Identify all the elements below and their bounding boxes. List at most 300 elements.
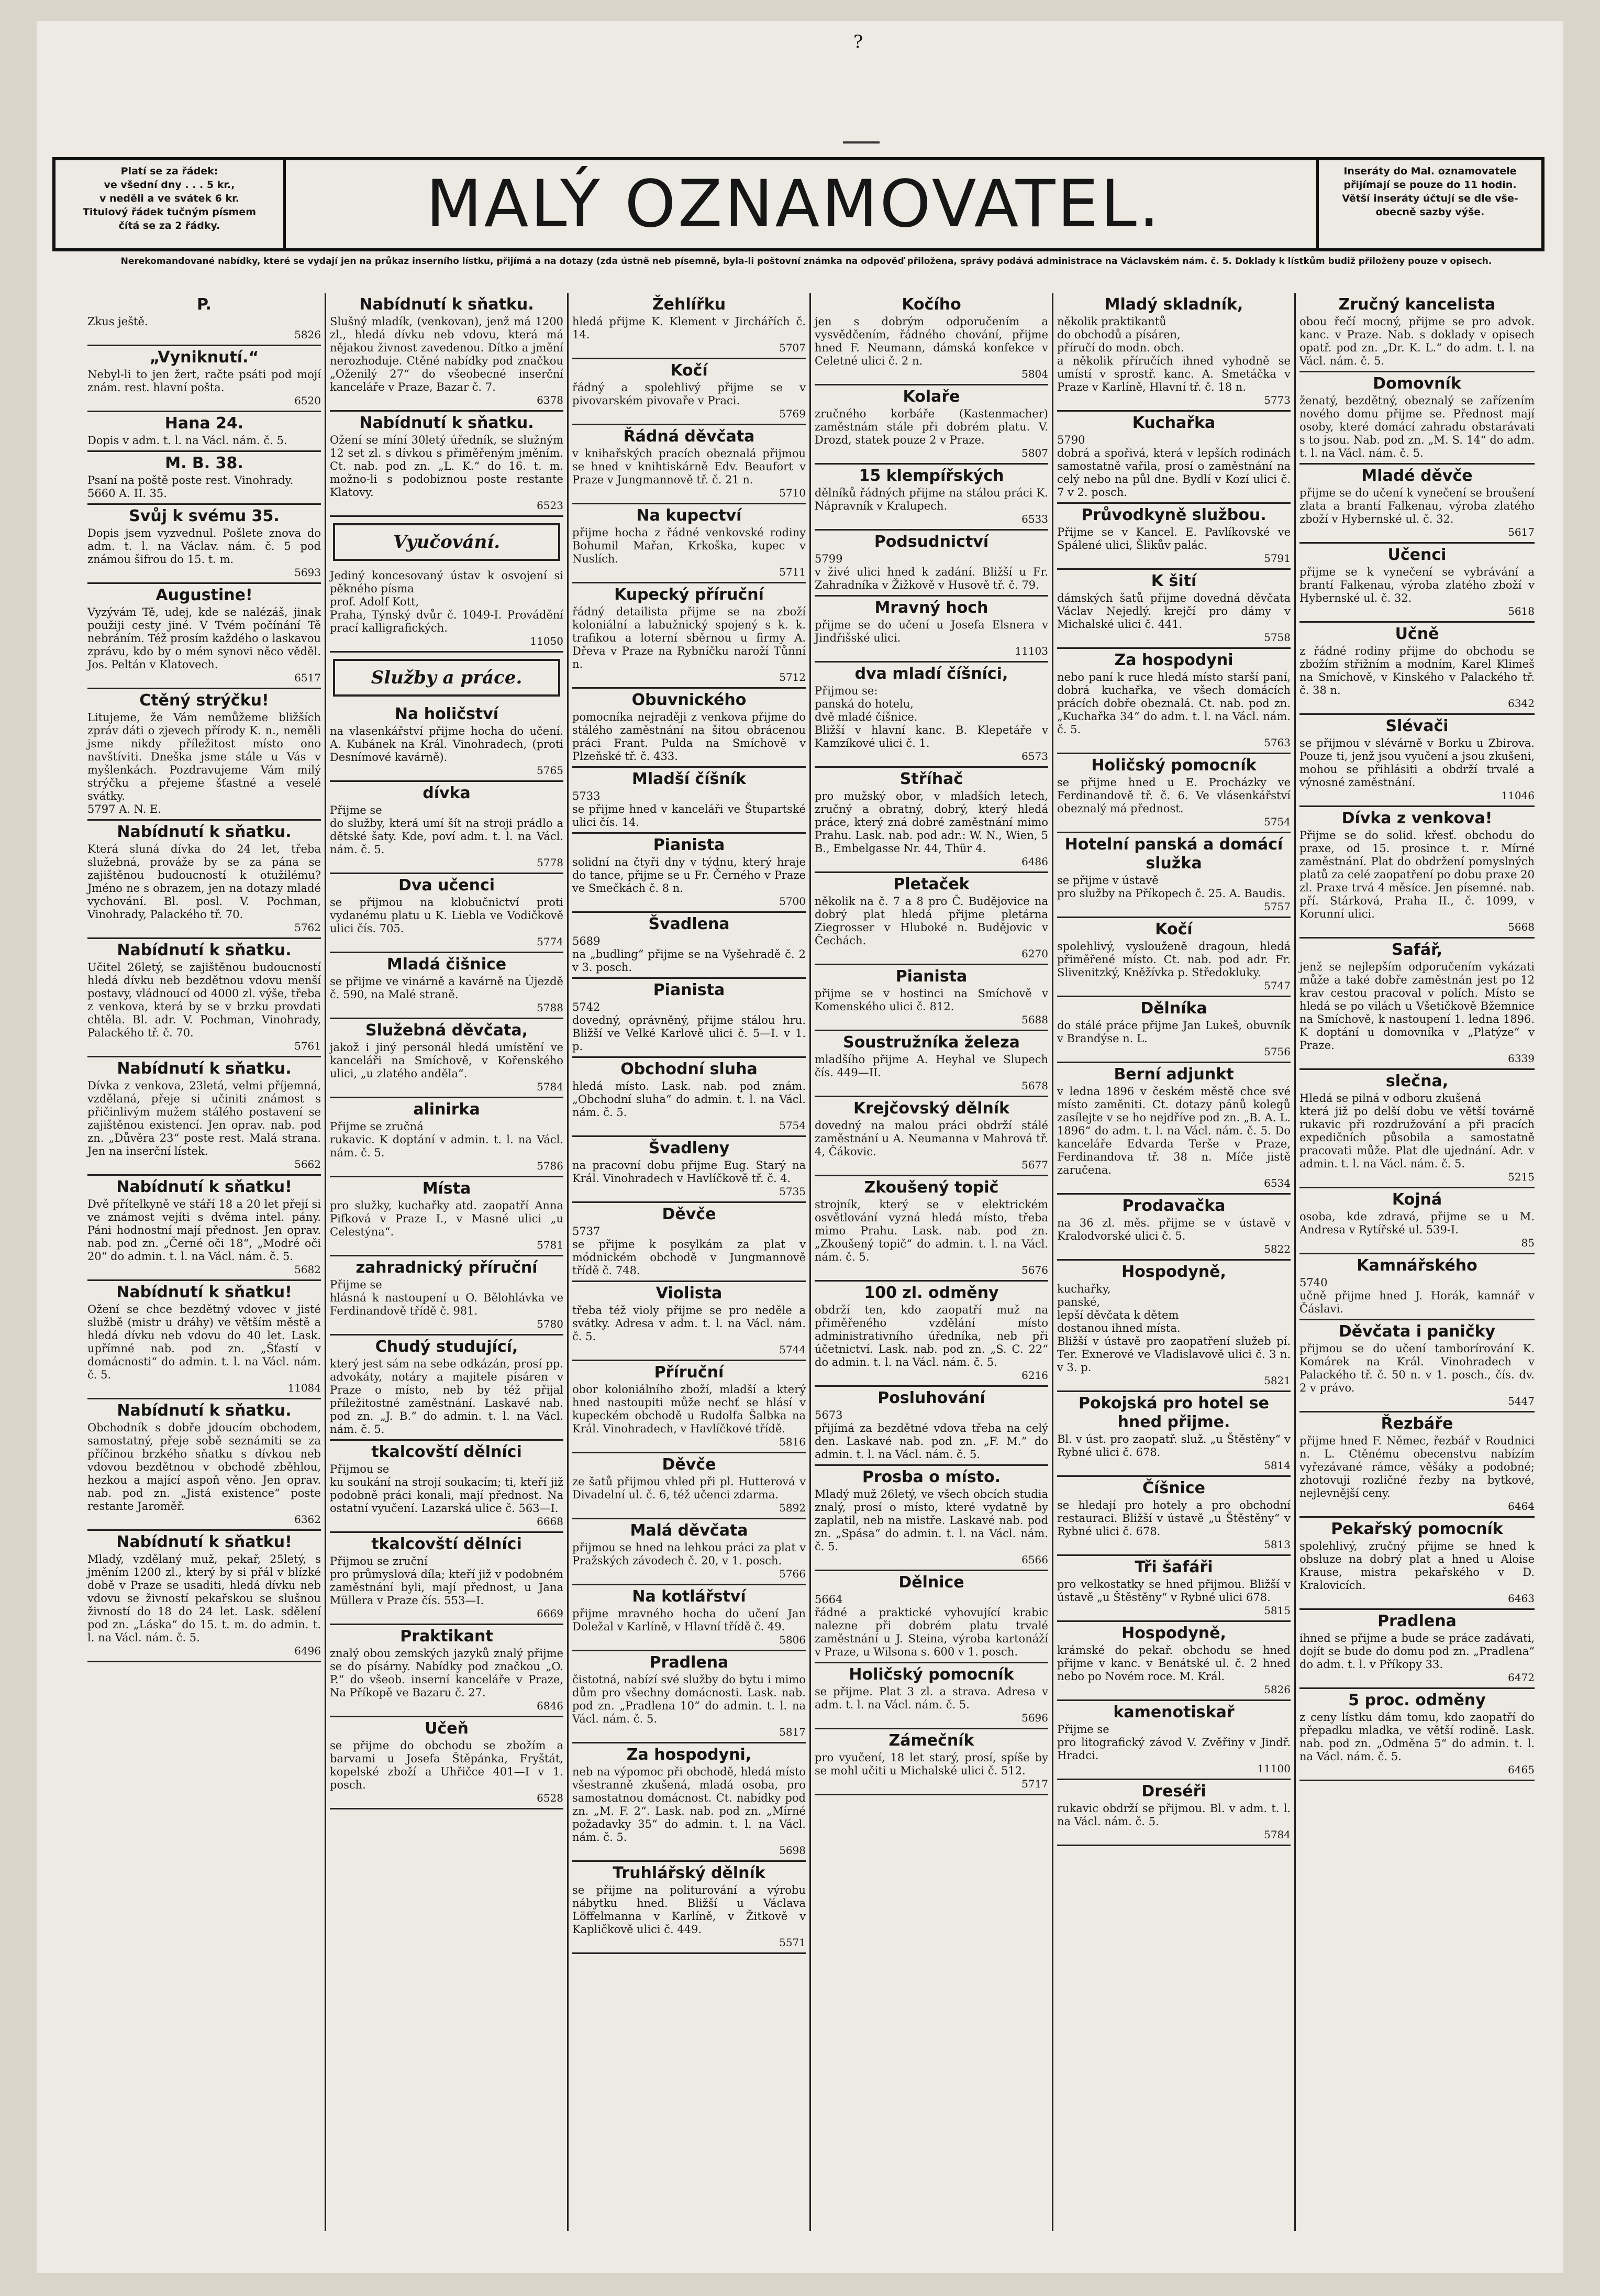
ad-number: 5215	[1508, 1171, 1535, 1183]
classified-ad	[1299, 1412, 1538, 1518]
classified-ad	[1299, 1610, 1538, 1689]
ad-number: 5447	[1508, 1395, 1535, 1407]
classified-ad	[87, 689, 321, 821]
classified-ad	[1299, 1070, 1535, 1188]
classified-ad	[1057, 1261, 1291, 1392]
ad-body: Jediný koncesovaný ústav k osvojení si pěkného písma prof. Adolf Kott, Praha, Týnský dvůr č. 1049-I. Provádění prací kalligrafických.	[330, 569, 563, 634]
notice-text: Nerekomandované nabídky, které se vydají jen na průkaz inserního lístku, přijímá a na dotazy (zda ústně neb písemně, byla-li poštovní známka na odpověď přiložena, správy podává administrace na Václavském nám. č. 5. Doklady k lístkům budiž přiloženy pouze v opisech.	[120, 256, 1492, 267]
column	[1053, 293, 1296, 2231]
ad-number: 6668	[537, 1515, 563, 1528]
ad-body: 5733 se přijme hned v kanceláři ve Štupartské ulici čís. 14.	[572, 790, 806, 829]
classified-ad	[815, 1387, 1048, 1466]
ad-body: mladšího přijme A. Heyhal ve Slupech čís. 449—II.	[815, 1053, 1052, 1079]
masthead	[52, 157, 1545, 251]
ad-number: 5765	[537, 764, 563, 777]
ad-heading: Dva učenci	[398, 876, 495, 895]
ad-number: 6528	[537, 1792, 563, 1804]
ad-body: přijme se do učení u Josefa Elsnera v Jindřišské ulici.	[815, 619, 1052, 644]
ad-number: 6465	[1508, 1763, 1535, 1776]
classified-ad	[572, 1203, 806, 1282]
ad-body: zručného korbáře (Kastenmacher) zaměstnám stále při dobrém platu. V. Drozd, statek pouze 2 v Praze.	[815, 407, 1052, 446]
ad-body: kuchařky, panské, lepší děvčata k dětem dostanou ihned místa. Bližší v ústavě pro zaopatření služeb pí. Ter. Exnerové ve Vladislavově ulici č. 3 n. v 3. p.	[1057, 1283, 1291, 1374]
classified-ad	[1057, 293, 1291, 412]
ad-body: znalý obou zemských jazyků znalý přijme se do písárny. Nabídky pod značkou „O. P.“ do všeob. inserní kanceláře v Praze, Na Příkopě ve Bazaru č. 27.	[330, 1647, 567, 1699]
ad-heading: Slévači	[1385, 717, 1449, 735]
ad-heading: Místa	[422, 1179, 471, 1198]
ad-number: 5668	[1508, 921, 1535, 933]
ad-heading: Safář,	[1392, 941, 1442, 959]
ad-heading: Na kotlářství	[632, 1587, 746, 1606]
terms-line: obecně sazby výše.	[1375, 206, 1485, 218]
ad-heading: slečna,	[1385, 1072, 1449, 1090]
classified-ad	[815, 1282, 1052, 1387]
ad-body: několik praktikantů do obchodů a písáren, příručí do modn. obch. a několik příručích ihned vyhodně se umístí v sprostř. kanc. A. Smetáčka v Praze v Karlíně, Hlavní tř. č. 18 n.	[1057, 315, 1291, 393]
ad-heading: Švadleny	[648, 1139, 730, 1157]
ad-heading: dva mladí číšníci,	[854, 665, 1008, 683]
ad-number: 5677	[1021, 1158, 1048, 1171]
classified-ad	[330, 412, 567, 517]
ad-body: Zkus ještě.	[87, 315, 148, 328]
ad-heading: Děvče	[662, 1455, 716, 1474]
classified-ad	[330, 1019, 567, 1098]
ad-heading: Kuchařka	[1132, 414, 1216, 432]
ad-body: ze šatů přijmou vhled při pl. Hutterová v Divadelní ul. č. 6, též učenci zdarma.	[572, 1475, 809, 1501]
ad-body: 5742 dovedný, oprávněný, přijme stálou hru. Bližší ve Velké Karlově ulici č. 5—I. v 1. p.	[572, 1001, 806, 1053]
ad-heading: Kočí	[1155, 920, 1193, 939]
ad-body: jakož i jiný personál hledá umístění ve kanceláři na Smíchově, v Kořenského ulici, „u zlatého anděla“.	[330, 1041, 567, 1080]
ad-heading: Pianista	[895, 967, 968, 986]
ad-body: Psaní na poště poste rest. Vinohrady. 5660 A. II. 35.	[87, 474, 294, 500]
ad-number: 6378	[537, 394, 563, 406]
classified-ad	[1299, 623, 1538, 715]
ad-heading: Zručný kancelista	[1338, 295, 1496, 314]
ad-heading: Kočí	[670, 361, 708, 380]
ad-number: 6520	[294, 394, 321, 407]
classified-ad	[1057, 504, 1294, 570]
ad-body: ženatý, bezdětný, obeznalý se zařízením nového domu přijme se. Přednost mají osoby, které domácí zahradu obstarávati s to jsou. Nab. pod zn. „M. S. 14“ do adm. t. l. na Václ. nám. č. 5.	[1299, 394, 1538, 459]
ad-number: 6566	[1021, 1553, 1048, 1566]
ad-body: přijme hned F. Němec, řezbář v Roudnici n. L. Ctěnému obecenstvu nabízím vyřezávané rámce, věšáky a podobné; zhotovuji rozličné řezby na bytkové, nejlevnější ceny.	[1299, 1434, 1538, 1499]
classified-ad	[1299, 465, 1538, 544]
ad-heading: Zámečník	[888, 1731, 974, 1750]
ad-number: 5757	[1264, 900, 1291, 913]
ad-number: 5780	[537, 1318, 563, 1330]
ad-heading: Nabídnutí k sňatku.	[117, 823, 292, 841]
classified-ad	[1299, 1689, 1538, 1781]
classified-ad	[330, 1098, 563, 1177]
ad-heading: Holičský pomocník	[1091, 756, 1257, 775]
ad-number: 5762	[294, 921, 321, 934]
ad-heading: Žehlířku	[652, 295, 726, 314]
ad-number: 6339	[1508, 1052, 1535, 1065]
ad-body: rukavic obdrží se přijmou. Bl. v adm. t. l. na Václ. nám. č. 5.	[1057, 1802, 1294, 1828]
ad-heading: Kočího	[902, 295, 961, 314]
ad-number: 5571	[779, 1936, 806, 1949]
ad-number: 5700	[779, 895, 806, 908]
ad-number: 5826	[1264, 1683, 1291, 1696]
ad-heading: Řádná děvčata	[623, 427, 755, 446]
ad-body: třeba též violy přijme se pro neděle a svátky. Adresa v adm. t. l. na Václ. nám. č. 5.	[572, 1304, 809, 1343]
classified-ad	[815, 965, 1052, 1031]
ad-number: 5786	[537, 1160, 563, 1172]
ad-number: 5747	[1264, 979, 1291, 992]
classified-ad	[87, 1531, 325, 1662]
ad-heading: Obchodní sluha	[620, 1060, 758, 1078]
classified-ad	[572, 504, 809, 583]
ad-heading: Nabídnutí k sňatku!	[116, 1283, 292, 1301]
ad-body: nebo paní k ruce hledá místo starší paní, dobrá kuchařka, ve všech domácích prácích dobře obeznalá. Ct. nab. pod zn. „Kuchařka 34“ do adm. t. l. na Václ. nám. č. 5.	[1057, 671, 1294, 736]
ad-body: 5689 na „budling“ přijme se na Vyšehradě č. 2 v 3. posch.	[572, 935, 806, 974]
ad-heading: Prodavačka	[1122, 1197, 1226, 1215]
ad-number: 5826	[294, 328, 321, 341]
classified-ad	[1057, 997, 1294, 1063]
classified-ad	[572, 1453, 809, 1519]
ad-number: 5815	[1264, 1604, 1291, 1617]
ad-number: 5756	[1264, 1045, 1291, 1058]
ad-heading: Berní adjunkt	[1114, 1065, 1234, 1084]
classified-ad	[87, 939, 325, 1057]
classified-ad	[572, 1585, 809, 1651]
ad-heading: Pradlena	[1377, 1612, 1457, 1630]
ad-body: dovedný na malou práci obdrží stálé zaměstnání u A. Neumanna v Mahrová tř. 4, Čákovic.	[815, 1119, 1052, 1158]
ad-heading: Pekařský pomocník	[1331, 1520, 1503, 1538]
pricing-line: ve všední dny . . . 5 kr.,	[104, 179, 235, 191]
ad-body: přijme mravného hocha do učení Jan Doležal v Karlíně, v Hlavní třídě č. 49.	[572, 1607, 809, 1633]
ad-body: hledá přijme K. Klement v Jirchářích č. 14.	[572, 315, 809, 341]
ad-number: 5806	[779, 1633, 806, 1646]
ad-body: neb na výpomoc při obchodě, hledá místo všestranně zkušená, mladá osoba, pro samostatnou domácnost. Ct. nabídky pod zn. „M. F. 2“. Lask. nab. pod zn. „Mírné požadavky 35“ do admin. t. l. na Václ. nám. č. 5.	[572, 1765, 809, 1844]
ad-number: 5698	[779, 1844, 806, 1857]
ad-number: 5763	[1264, 736, 1291, 749]
classified-ad	[1057, 1622, 1294, 1701]
ad-heading: Dělníka	[1140, 999, 1207, 1018]
section-heading-box: Služby a práce.	[333, 659, 560, 697]
ad-body: na vlasenkářství přijme hocha do učení. A. Kubánek na Král. Vinohradech, (proti Desnímové kavárně).	[330, 725, 567, 764]
ad-body: dámských šatů přijme dovedná děvčata Václav Nejedlý. krejčí pro dámy v Michalské ulici č. 441.	[1057, 592, 1294, 631]
ad-body: z řádné rodiny přijme do obchodu se zbožím střižním a modním, Karel Klimeš na Smíchově, v Kinského v Palackého tř. č. 38 n.	[1299, 645, 1538, 697]
ad-body: Vyzývám Tě, udej, kde se nalézáš, jinak použiji cesty jiné. V Tvém počínání Tě nebráním. Též prosím každého o laskavou zprávu, kdo by o mém synovi něco věděl. Jos. Peltán v Klatovech.	[87, 606, 325, 671]
classified-ad	[330, 293, 567, 412]
ad-heading: Na kupectví	[636, 506, 742, 525]
ad-body: Slušný mladík, (venkovan), jenž má 1200 zl., hledá dívku neb vdovu, která má nějakou živnost zavedenou. Dítko a jmění nerozhoduje. Ctěné nabídky pod značkou „Oženilý 27“ do všeobecné inserční kanceláře v Praze, Bazar č. 7.	[330, 315, 567, 393]
classified-ad	[330, 874, 567, 953]
ad-body: se přijmou v slévárně v Borku u Zbirova. Pouze ti, jenž jsou vyučení a jsou zkušeni, mohou se přihlásiti a obdrží trvalé a výnosné zaměstnání.	[1299, 737, 1538, 789]
ad-body: Přijme se hlásná k nastoupení u O. Bělohlávka ve Ferdinandově třídě č. 981.	[330, 1278, 563, 1317]
ad-body: do stálé práce přijme Jan Lukeš, obuvník v Brandýse n. L.	[1057, 1019, 1294, 1045]
classified-ad	[1299, 1518, 1538, 1610]
classified-ad	[87, 1176, 325, 1281]
ad-body: Obchodník s dobře jdoucím obchodem, samostatný, přeje sobě seznámiti se za příčinou brzkého sňatku s dívkou neb vdovou bezdětnou v obchodě zběhlou, hezkou a mající aspoň věno. Jen oprav. nab. pod zn. „Jistá existence“ poste restante Jaroměř.	[87, 1421, 325, 1513]
classified-ad	[815, 1729, 1052, 1795]
ad-body: přijmou se hned na lehkou práci za plat v Pražských závodech č. 20, v 1. posch.	[572, 1541, 809, 1567]
ad-number: 5754	[1264, 815, 1291, 828]
ad-heading: Číšnice	[1142, 1479, 1205, 1497]
ad-number: 5778	[537, 856, 563, 869]
classified-ad	[572, 834, 809, 913]
ad-heading: Pradlena	[649, 1653, 729, 1672]
ad-body: čistotná, nabízí své služby do bytu i mimo dům pro všechny domácnosti. Lask. nab. pod zn. „Pradlena 10“ do admin. t. l. na Václ. nám. č. 5.	[572, 1673, 809, 1725]
ad-number: 5717	[1021, 1778, 1048, 1790]
classified-ad	[87, 584, 325, 689]
ad-number: 11084	[287, 1382, 321, 1394]
ad-number: 5773	[1264, 394, 1291, 406]
classified-ad	[1057, 918, 1294, 997]
ad-heading: Chudý studující,	[375, 1338, 518, 1356]
ad-number: 11050	[530, 635, 563, 647]
ad-number: 5817	[779, 1726, 806, 1738]
ad-number: 5784	[1264, 1828, 1291, 1841]
ad-body: ihned se přijme a bude se práce zadávati, dojít se bude do domu pod zn. „Pradlena“ do adm. t. l. v Příkopy 33.	[1299, 1632, 1538, 1671]
ad-heading: Dělnice	[898, 1573, 964, 1592]
ad-number: 5693	[294, 566, 321, 579]
ad-number: 5804	[1021, 368, 1048, 380]
ad-number: 5617	[1508, 526, 1535, 538]
ad-body: obor koloniálního zboží, mladší a který hned nastoupiti může nechť se hlásí v kupeckém obchodě u Rudolfa Šalbka na Král. Vinohradech, v Havlíčkové třídě.	[572, 1383, 809, 1435]
ad-body: Učitel 26letý, se zajištěnou budoucností hledá dívku neb bezdětnou vdovu menší postavy, vládnoucí od 4000 zl. výše, třeba z venkova, která by se v brzku provdati chtěla. Bl. adr. V. Pochman, Vinohrady, Palackého tř. č. 70.	[87, 961, 325, 1039]
classified-ad	[87, 1399, 325, 1531]
classified-ad	[330, 1533, 563, 1625]
column	[1296, 293, 1538, 2231]
ad-number: 5712	[779, 671, 806, 683]
ad-body: obou řečí mocný, přijme se pro advok. kanc. v Praze. Nab. s doklady v opisech opatř. pod zn. „Dr. K. L.“ do adm. t. l. na Václ. nám. č. 5.	[1299, 315, 1538, 367]
ad-body: hledá místo. Lask. nab. pod znám. „Obchodní sluha“ do admin. t. l. na Václ. nám. č. 5.	[572, 1080, 809, 1119]
classified-ad	[87, 293, 321, 346]
classified-columns	[84, 293, 1539, 2231]
ad-body: se přijmou na klobučnictví proti vydanému platu u K. Liebla ve Vodičkově ulici čís. 705.	[330, 896, 567, 935]
classified-ad	[815, 597, 1052, 663]
ad-heading: alinirka	[413, 1100, 480, 1119]
classified-ad	[1057, 1195, 1294, 1261]
ad-heading: 15 klempířských	[859, 467, 1004, 485]
ad-body: 5740 učně přijme hned J. Horák, kamnář v Čáslavi.	[1299, 1276, 1535, 1315]
classified-ad	[1057, 754, 1294, 833]
classified-ad	[1299, 715, 1538, 807]
ad-number: 85	[1521, 1237, 1535, 1249]
ad-number: 5707	[779, 341, 806, 354]
ad-number: 5758	[1264, 631, 1291, 644]
classified-ad	[330, 567, 563, 653]
classified-ad	[1057, 1780, 1294, 1846]
classified-ad	[330, 1441, 563, 1533]
ad-heading: Tři šafáři	[1135, 1558, 1213, 1576]
pricing-line: čítá se za 2 řádky.	[118, 220, 220, 231]
ad-body: Dívka z venkova, 23letá, velmi příjemná, vzdělaná, přeje si učiniti známost s přičinlivým mužem stálého postavení se zajištěnou existencí. Jen oprav. nab. pod zn. „Důvěra 23“ poste rest. Malá strana. Jen na inserční lístek.	[87, 1079, 325, 1157]
ad-number: 5816	[779, 1436, 806, 1448]
ad-heading: Za hospodyni,	[626, 1746, 752, 1764]
pricing-line: v neděli a ve svátek 6 kr.	[99, 193, 239, 204]
classified-ad	[815, 1571, 1048, 1663]
classified-ad	[1057, 1063, 1294, 1195]
ad-heading: Nabídnutí k sňatku.	[359, 295, 534, 314]
classified-ad	[572, 1862, 809, 1954]
ad-number: 6216	[1021, 1369, 1048, 1382]
classified-ad	[330, 953, 567, 1019]
ad-number: 5710	[779, 487, 806, 499]
ad-heading: Švadlena	[648, 915, 730, 933]
ad-body: jenž se nejlepším odporučením vykázati může a také dobře zaměstnán jest po 12 krav cestou pracoval v polích. Místo se hledá se po vilách u Všetičkově Bžemnice na Smíchově, k nastoupení 1. ledna 1896. K doptání u domovníka v „Platýze“ v Praze.	[1299, 961, 1538, 1052]
ad-heading: Dreséři	[1141, 1782, 1206, 1801]
classified-ad	[815, 293, 1052, 385]
ad-body: Přijme se pro litografický závod V. Zvěřiny v Jindř. Hradci.	[1057, 1723, 1291, 1762]
ad-body: který jest sám na sebe odkázán, prosí pp. advokáty, notáry a majitele písáren v Praze o místo, neb by též přijal příležitostné zaměstnání. Laskavé nab. pod zn. „J. B.“ do admin. t. l. na Václ. nám. č. 5.	[330, 1357, 567, 1436]
ad-body: na 36 zl. měs. přijme se v ústavě v Kralodvorské ulici č. 5.	[1057, 1217, 1294, 1242]
ad-heading: Mladé děvče	[1361, 467, 1473, 485]
ad-heading: Za hospodyni	[1114, 651, 1234, 669]
ad-number: 6534	[1264, 1177, 1291, 1189]
ad-heading: Děvčata i paničky	[1338, 1322, 1496, 1341]
ad-heading: Nabídnutí k sňatku.	[117, 941, 292, 959]
ad-heading: Hana 24.	[164, 414, 244, 433]
ad-body: Přijme se v Kancel. E. Pavlíkovské ve Spálené ulici, Šlikův palác.	[1057, 526, 1294, 551]
ad-body: Hledá se pilná v odboru zkušená která již po delší dobu ve větší továrně rukavic při rozdružování a při pracích expedičních působila a samostatně pracovati může. Plat dle ujednání. Adr. v admin. t. l. na Václ. nám. č. 5.	[1299, 1092, 1535, 1170]
pricing-line: Titulový řádek tučným písmem	[82, 206, 257, 218]
classified-ad	[1057, 1556, 1294, 1622]
ad-heading: Mladý skladník,	[1104, 295, 1243, 314]
classified-ad	[815, 531, 1048, 597]
column	[569, 293, 811, 2231]
ad-number: 5676	[1021, 1264, 1048, 1276]
ad-heading: Učenci	[1387, 546, 1447, 564]
ad-number: 5766	[779, 1568, 806, 1580]
ad-heading: Stříhač	[899, 770, 963, 788]
ad-body: na pracovní dobu přijme Eug. Starý na Král. Vinohradech v Havlíčkově tř. č. 4.	[572, 1159, 809, 1185]
ad-body: Přijme se do služby, která umí šít na stroji prádlo a dětské šaty. Kde, poví adm. t. l. na Václ. nám. č. 5.	[330, 804, 563, 856]
classified-ad	[815, 1176, 1052, 1282]
ad-heading: Nabídnutí k sňatku.	[359, 414, 534, 432]
classified-ad	[1057, 570, 1294, 649]
classified-ad	[87, 1281, 325, 1399]
ad-body: Nebyl-li to jen žert, račte psáti pod mojí znám. rest. hlavní pošta.	[87, 368, 325, 394]
classified-ad	[330, 1625, 567, 1717]
ad-body: 5790 dobrá a spořivá, která v lepších rodinách samostatně vařila, prosí o zaměstnání na celý nebo na půl dne. Bydlí v Kozí ulici č. 7 v 2. posch.	[1057, 434, 1291, 499]
classified-ad	[87, 1057, 325, 1176]
ad-body: z ceny lístku dám tomu, kdo zaopatří do přepadku mladka, ve větší rodině. Lask. nab. pod zn. „Odměna 5“ do admin. t. l. na Václ. nám. č. 5.	[1299, 1711, 1538, 1763]
ad-body: jen s dobrým odporučením a vysvědčením, řádného chování, přijme hned F. Neumann, dámská konfekce v Celetné ulici č. 2 n.	[815, 315, 1052, 367]
classified-ad	[330, 1177, 567, 1256]
ad-number: 5813	[1264, 1538, 1291, 1551]
ad-number: 5761	[294, 1040, 321, 1052]
ad-heading: 100 zl. odměny	[864, 1284, 999, 1302]
ad-heading: Svůj k svému 35.	[129, 507, 280, 525]
classified-ad	[1299, 293, 1538, 372]
classified-ad	[572, 689, 809, 768]
ad-number: 5892	[779, 1502, 806, 1514]
ad-number: 5769	[779, 407, 806, 420]
ad-number: 6342	[1508, 697, 1535, 710]
pricing-box	[55, 160, 286, 248]
ad-body: obdrží ten, kdo zaopatří muž na přiměřeného vzdělání místo administrativního úředníka, neb při účetnictví. Lask. nab. pod zn. „S. C. 22“ do admin. t. l. na Václ. nám. č. 5.	[815, 1304, 1052, 1368]
ad-heading: Hotelní panská a domácí služka	[1064, 835, 1283, 873]
classified-ad	[1299, 372, 1538, 465]
ad-heading: P.	[197, 295, 212, 314]
ad-body: se hledají pro hotely a pro obchodní restauraci. Bližší v ústavě „u Štěstěny“ v Rybné ulici č. 678.	[1057, 1499, 1294, 1538]
ad-number: 5822	[1264, 1243, 1291, 1255]
ad-heading: Obuvnického	[631, 691, 747, 709]
ad-heading: Kupecký příruční	[614, 586, 764, 604]
classified-ad	[1299, 544, 1538, 623]
column	[326, 293, 569, 2231]
ad-number: 6362	[294, 1513, 321, 1526]
classified-ad	[815, 1097, 1052, 1176]
ad-body: se přijme v ústavě pro služby na Příkopech č. 25. A. Baudis.	[1057, 874, 1286, 900]
classified-ad	[1057, 412, 1291, 504]
classified-ad	[815, 1663, 1052, 1729]
page-number: ?	[853, 31, 863, 52]
ad-number: 6573	[1021, 750, 1048, 763]
ad-body: se přijme do obchodu se zbožím a barvami u Josefa Štěpánka, Fryštát, kopelské zboží a Uhřičce 401—I v 1. posch.	[330, 1739, 567, 1791]
ad-heading: Učně	[1395, 625, 1439, 643]
ad-number: 5711	[779, 566, 806, 578]
ad-heading: Příruční	[654, 1363, 724, 1382]
ad-heading: Praktikant	[400, 1627, 493, 1646]
ad-heading: Violista	[655, 1284, 723, 1302]
ad-heading: dívka	[423, 784, 471, 802]
ad-body: se přijme hned u E. Procházky ve Ferdinandově tř. č. 6. Ve vlásenkářství obeznalý má přednost.	[1057, 776, 1294, 815]
ad-number: 5696	[1021, 1712, 1048, 1724]
classified-ad	[815, 385, 1052, 465]
ad-heading: Zkoušený topič	[864, 1178, 999, 1197]
terms-line: Větší inseráty účtují se dle vše-	[1342, 193, 1518, 204]
ad-body: přijmou se do učení tamborírování K. Komárek na Král. Vinohradech v Palackého tř. č. 50 n. v 1. posch., čís. dv. 2 v právo.	[1299, 1342, 1538, 1394]
ad-heading: Hospodyně,	[1121, 1263, 1226, 1281]
ad-body: přijme se k vynečení se vybrávání a brantí Falkenau, výroba zlatého zboží v Hybernské ul. č. 32.	[1299, 566, 1538, 604]
ad-number: 5807	[1021, 447, 1048, 459]
terms-box	[1316, 160, 1541, 248]
terms-line: Inseráty do Mal. oznamovatele	[1343, 165, 1517, 177]
ad-number: 5744	[779, 1343, 806, 1356]
ad-body: Mladý muž 26letý, ve všech obcích studia znalý, prosí o místo, které vydatně by zaplatil, neb na mistře. Laskavé nab. pod zn. „Spása“ do admin. t. l. na Václ. nám. č. 5.	[815, 1488, 1052, 1553]
classified-ad	[1057, 1701, 1291, 1780]
ad-number: 5774	[537, 935, 563, 948]
ad-number: 5784	[537, 1080, 563, 1093]
ad-number: 5618	[1508, 605, 1535, 617]
ad-body: pro mužský obor, v mladších letech, zručný a obratný, dobrý, který hledá práce, který zná dobré zaměstnání mimo Prahu. Lask. nab. pod adr.: W. N., Wien, 5 B., Embelgasse Nr. 44, Thür 4.	[815, 790, 1052, 855]
ad-heading: Kolaře	[903, 388, 960, 406]
ad-number: 5821	[1264, 1374, 1291, 1387]
classified-ad	[87, 412, 321, 452]
ad-body: Bl. v úst. pro zaopatř. služ. „u Štěstěny“ v Rybné ulici č. 678.	[1057, 1433, 1294, 1459]
ad-heading: Služebná děvčata,	[365, 1021, 528, 1040]
ad-heading: Mravný hoch	[874, 599, 988, 617]
ad-heading: Nabídnutí k sňatku!	[116, 1533, 292, 1551]
ad-body: osoba, kde zdravá, přijme se u M. Andresa v Rytířské ul. 539-I.	[1299, 1210, 1538, 1236]
ad-body: strojník, který se v elektrickém osvětlování vyzná hledá místo, třeba mimo Prahu. Lask. nab. pod zn. „Zkoušený topič“ do admin. t. l. na Václ. nám. č. 5.	[815, 1198, 1052, 1263]
ad-body: se přijme. Plat 3 zl. a strava. Adresa v adm. t. l. na Václ. nám. č. 5.	[815, 1685, 1052, 1711]
ad-number: 5735	[779, 1185, 806, 1198]
ad-body: dělníků řádných přijme na stálou práci K. Nápravník v Kralupech.	[815, 487, 1052, 512]
ad-heading: Holičský pomocník	[849, 1665, 1014, 1684]
ad-body: několik na č. 7 a 8 pro Č. Budějovice na dobrý plat hledá přijme pletárna Ziegrosser v Hluboké n. Budějovic v Čechách.	[815, 895, 1052, 947]
ad-heading: Kojná	[1392, 1190, 1442, 1209]
classified-ad	[815, 1031, 1052, 1097]
ad-body: Přijmou se: panská do hotelu, dvě mladé číšnice. Bližší v hlavní kanc. B. Klepetáře v Kamzíkové ulici č. 1.	[815, 685, 1048, 749]
ad-heading: Augustine!	[155, 586, 253, 604]
classified-ad	[815, 465, 1052, 531]
classified-ad	[815, 873, 1052, 965]
ad-number: 5682	[294, 1263, 321, 1276]
classified-ad	[1299, 939, 1538, 1070]
classified-ad	[572, 1282, 809, 1361]
classified-ad	[330, 1335, 567, 1441]
ad-body: Přijme se zručná rukavic. K doptání v admin. t. l. na Václ. nám. č. 5.	[330, 1120, 563, 1159]
classified-ad	[87, 505, 325, 584]
ad-heading: kamenotiskař	[1113, 1703, 1235, 1721]
ad-body: Dopis v adm. t. l. na Václ. nám. č. 5.	[87, 434, 287, 447]
ad-body: pro velkostatky se hned přijmou. Bližší v ústavě „u Štěstěny“ v Rybné ulici 678.	[1057, 1578, 1294, 1604]
ad-heading: K šití	[1151, 572, 1197, 590]
classified-ad	[1057, 649, 1294, 754]
ad-heading: Řezbáře	[1381, 1415, 1453, 1433]
